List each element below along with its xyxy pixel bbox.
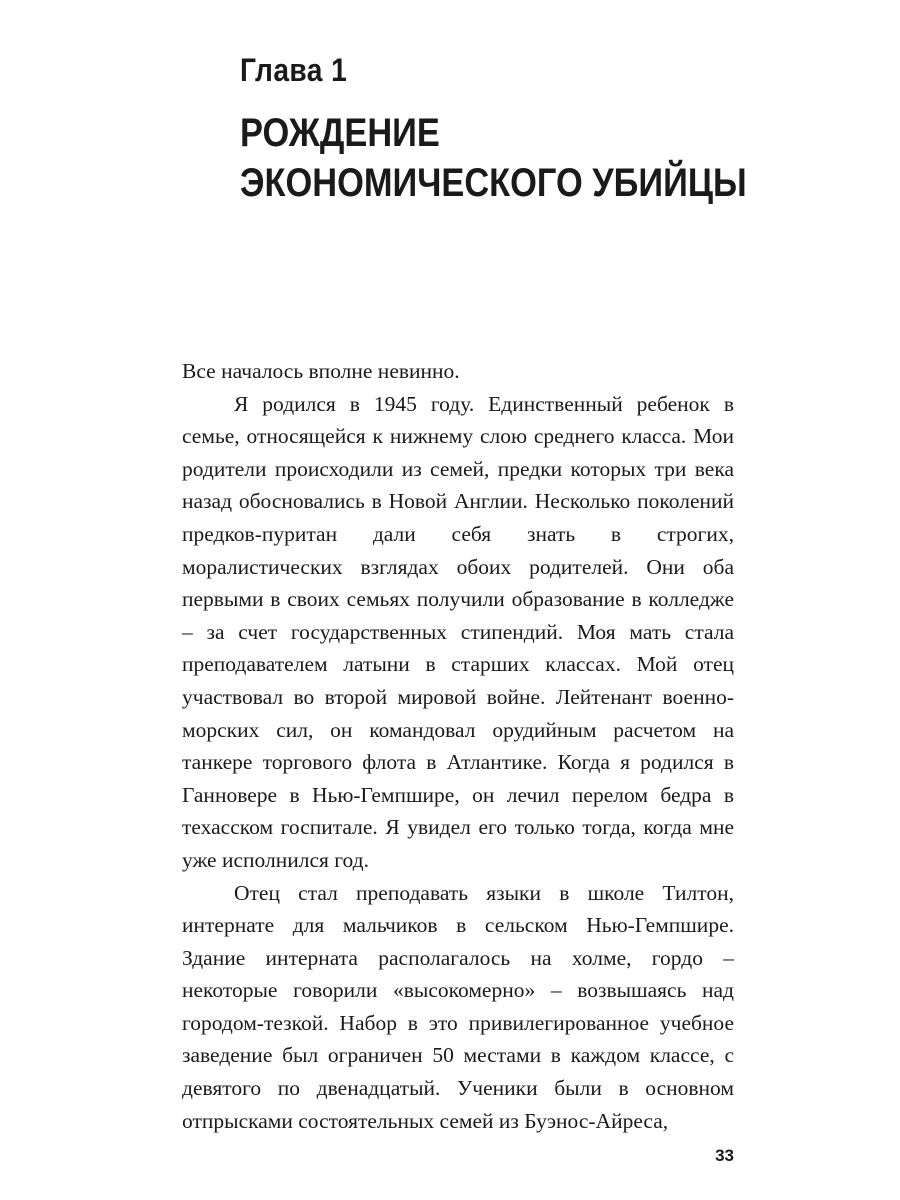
page-number: 33	[715, 1146, 734, 1165]
body-text	[182, 355, 734, 1137]
paragraph: Все началось вполне невинно.	[182, 359, 460, 383]
chapter-title	[240, 108, 747, 208]
paragraph: Я родился в 1945 году. Единственный ребенок в семье, относящейся к нижнему слою среднего класса. Мои родители происходили из семей, предки которых три века назад обосновались в Новой Англии. Несколько поколений предков-пуритан дали себя знать в строгих, моралистических взглядах обоих родителей. Они оба первыми в своих семьях получили образование в колледже – за счет государственных стипендий. Моя мать стала преподавателем латыни в старших классах. Мой отец участвовал во второй мировой войне. Лейтенант военно-морских сил, он командовал орудийным расчетом на танкере торгового флота в Атлантике. Когда я родился в Ганновере в Нью-Гемпшире, он лечил перелом бедра в техасском госпитале. Я увидел его только тогда, когда мне уже исполнился год.	[182, 391, 734, 872]
paragraph: Отец стал преподавать языки в школе Тилтон, интернате для мальчиков в сельском Нью-Гемпшире. Здание интерната располагалось на холме, гордо – некоторые говорили «высокомерно» – возвышаясь над городом-тезкой. Набор в это привилегированное учебное заведение был ограничен 50 местами в каждом классе, с девятого по двенадцатый. Ученики были в основном отпрысками состоятельных семей из Буэнос-Айреса,	[182, 880, 734, 1133]
chapter-title-line-2: ЭКОНОМИЧЕСКОГО УБИЙЦЫ	[240, 161, 747, 205]
chapter-title-line-1: РОЖДЕНИЕ	[240, 111, 440, 155]
chapter-label: Глава 1	[240, 52, 348, 88]
